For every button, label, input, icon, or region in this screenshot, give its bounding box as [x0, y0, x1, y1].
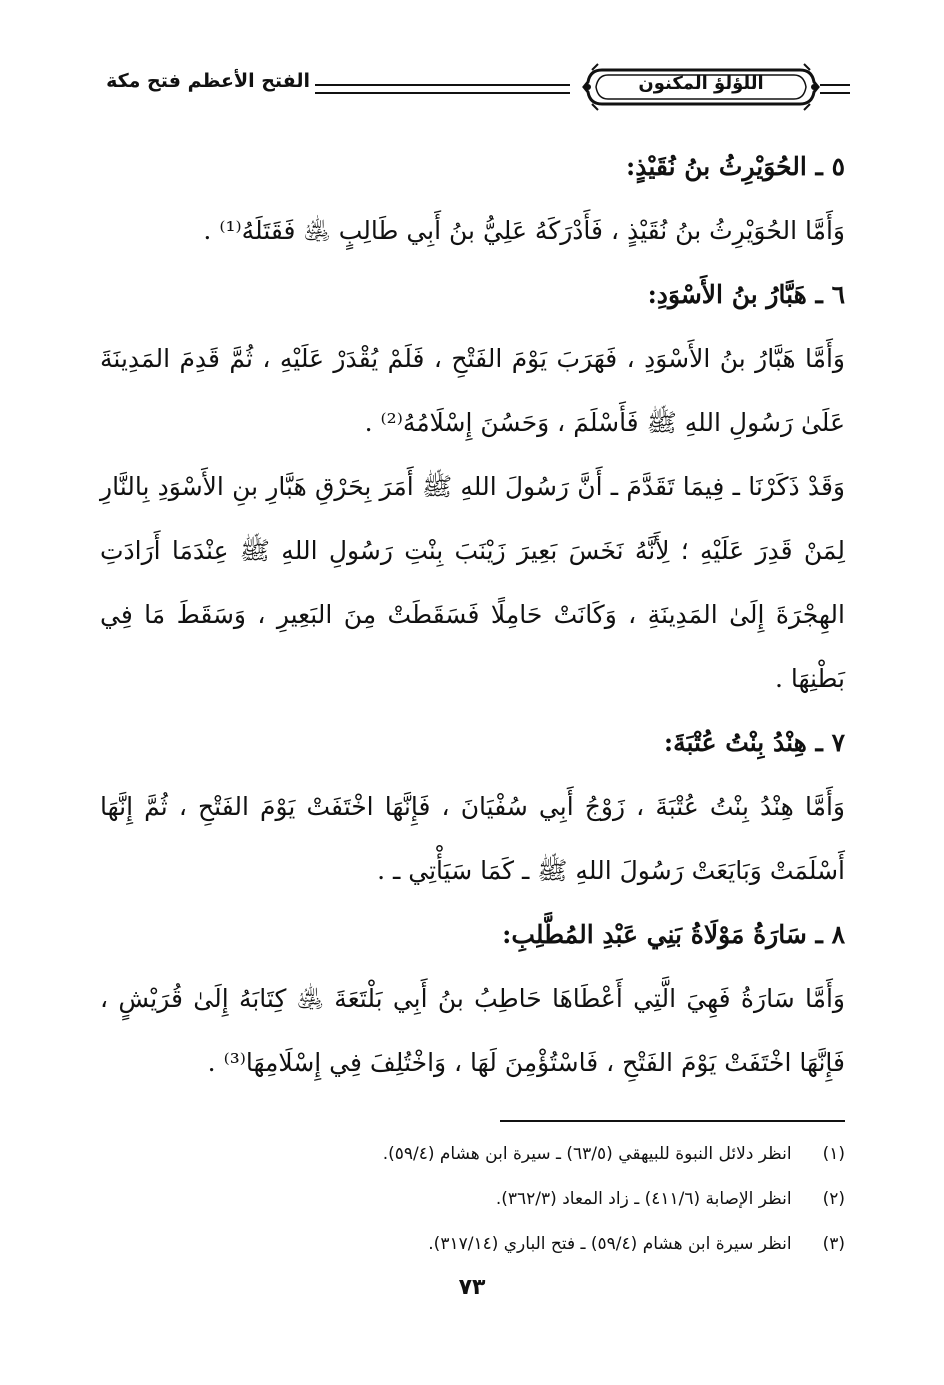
paragraph: وَأَمَّا هِنْدُ بِنْتُ عُتْبَةَ ، زَوْجُ أَبِي سُفْيَانَ ، فَإِنَّهَا اخْتَفَتْ يَوْمَ الفَتْحِ ، ثُمَّ إِنَّهَا أَسْلَمَتْ وَبَايَعَتْ رَسُولَ اللهِ ﷺ ـ كَمَا سَيَأْتِي ـ . [100, 792, 845, 885]
footnote-text: انظر الإصابة (٤١١/٦) ـ زاد المعاد (٣٦٢/٣). [495, 1189, 792, 1209]
paragraph: وَقَدْ ذَكَرْنَا ـ فِيمَا تَقَدَّمَ ـ أَنَّ رَسُولَ اللهِ ﷺ أَمَرَ بِحَرْقِ هَبَّارِ بنِ الأَسْوَدِ بِالنَّارِ لِمَنْ قَدِرَ عَلَيْهِ ؛ لِأَنَّهُ نَخَسَ بَعِيرَ زَيْنَبَ بِنْتِ رَسُولِ اللهِ ﷺ عِنْدَمَا أَرَادَتِ الهِجْرَةَ إِلَىٰ المَدِينَةِ ، وَكَانَتْ حَامِلًا فَسَقَطَتْ مِنَ البَعِيرِ ، وَسَقَطَ مَا فِي بَطْنِهَا . [100, 472, 845, 693]
section-heading: ٧ ـ هِنْدُ بِنْتُ عُتْبَةَ: [663, 728, 845, 757]
paragraph: وَأَمَّا الحُوَيْرِثُ بنُ نُقَيْذٍ ، فَأَدْرَكَهُ عَلِيُّ بنُ أَبِي طَالِبٍ ﵁ فَقَتَلَهُ⁽¹⁾ . [203, 216, 845, 245]
section-heading: ٨ ـ سَارَةُ مَوْلَاةُ بَنِي عَبْدِ المُطَّلِبِ: [502, 920, 845, 949]
footnote-item [100, 1177, 845, 1222]
running-header [100, 62, 850, 118]
footnote-number: (٢) [822, 1189, 845, 1209]
footnotes [100, 1132, 845, 1267]
header-ornament-frame [582, 62, 820, 112]
main-text [100, 135, 845, 1095]
paragraph: وَأَمَّا سَارَةُ فَهِيَ الَّتِي أَعْطَاهَا حَاطِبُ بنُ أَبِي بَلْتَعَةَ ﵁ كِتَابَهُ إِلَىٰ قُرَيْشٍ ، فَإِنَّهَا اخْتَفَتْ يَوْمَ الفَتْحِ ، فَاسْتُؤْمِنَ لَهَا ، وَاخْتُلِفَ فِي إِسْلَامِهَا⁽³⁾ . [100, 984, 845, 1077]
footnote-text: انظر دلائل النبوة للبيهقي (٦٣/٥) ـ سيرة ابن هشام (٥٩/٤). [382, 1144, 792, 1164]
footnote-number: (١) [822, 1144, 845, 1164]
footnote-text: انظر سيرة ابن هشام (٥٩/٤) ـ فتح الباري (٣١٧/١٤). [428, 1234, 792, 1254]
header-chapter-title: الفتح الأعظم فتح مكة [106, 70, 310, 92]
footnote-separator [500, 1120, 845, 1122]
page-number: ٧٣ [458, 1275, 486, 1300]
header-book-title: اللؤلؤ المكنون [638, 73, 764, 94]
header-rule-middle [315, 84, 570, 94]
paragraph: وَأَمَّا هَبَّارُ بنُ الأَسْوَدِ ، فَهَرَبَ يَوْمَ الفَتْحِ ، فَلَمْ يُقْدَرْ عَلَيْهِ ، ثُمَّ قَدِمَ المَدِينَةَ عَلَىٰ رَسُولِ اللهِ ﷺ فَأَسْلَمَ ، وَحَسُنَ إِسْلَامُهُ⁽²⁾ . [100, 344, 845, 437]
section-heading: ٥ ـ الحُوَيْرِثُ بنُ نُقَيْذٍ: [626, 152, 845, 181]
footnote-number: (٣) [822, 1234, 845, 1254]
footnote-item [100, 1132, 845, 1177]
footnote-item [100, 1222, 845, 1267]
section-heading: ٦ ـ هَبَّارُ بنُ الأَسْوَدِ: [647, 280, 845, 309]
header-rule-right [820, 84, 850, 94]
